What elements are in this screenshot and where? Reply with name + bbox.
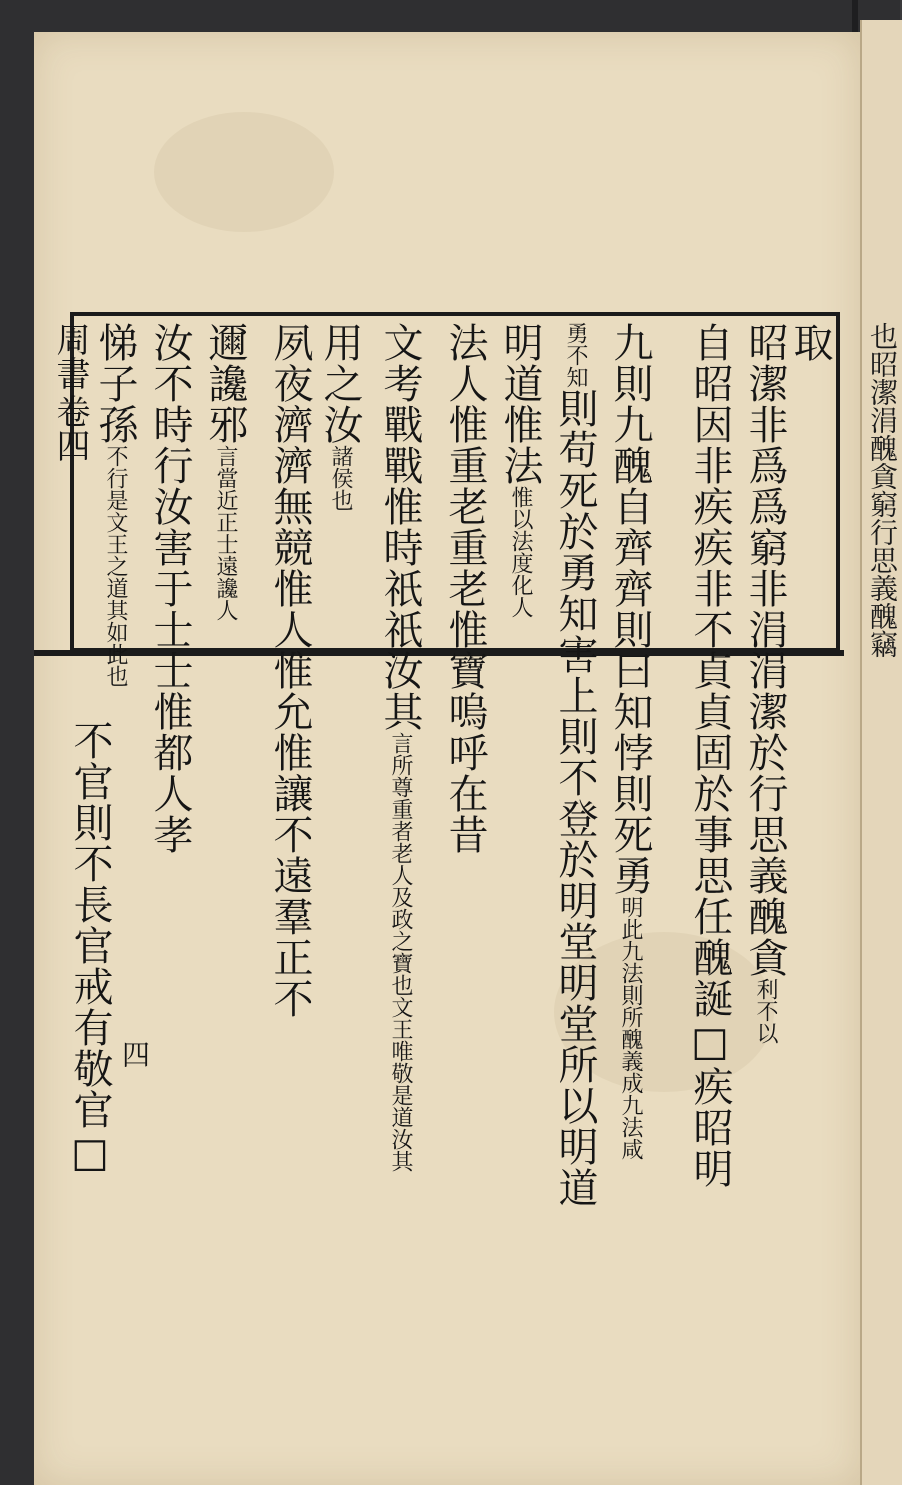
column-main-text: 夙夜濟濟無競惟人惟允惟讓不遠羣正不	[267, 322, 313, 1019]
text-column-10	[267, 322, 313, 1019]
column-main-text: 則苟死於勇知害上則不登於明堂明堂所以明道	[552, 388, 598, 1208]
margin-page-number: 四	[118, 1040, 151, 1068]
column-main-text: 汝不時行汝害于士士惟都人孝	[147, 322, 193, 855]
column-note-text: 利不以	[753, 978, 778, 1044]
text-column-7	[442, 322, 488, 855]
column-note-text: 不行是文王之道其如此也	[103, 445, 128, 687]
column-main-text: 昭潔非爲爲窮非涓涓潔於行思義醜貪	[742, 322, 788, 978]
column-note-text: 勇不知	[563, 322, 588, 388]
column-note-text: 明此九法則所醜義成九法咸	[618, 896, 643, 1160]
column-main-text: 自昭因非疾疾非不貞貞固於事思任醜誕□疾昭明	[687, 322, 733, 1189]
text-column-4	[607, 322, 653, 1160]
facing-page-text: 也昭潔涓醜貪窮行思義醜竊	[866, 322, 899, 658]
text-column-5	[552, 322, 598, 1208]
column-main-text: 邇讒邪	[202, 322, 248, 445]
text-column-11	[202, 322, 248, 621]
margin-chapter: 卷四	[50, 394, 90, 462]
column-main-text: 取	[787, 322, 833, 363]
text-column-3	[687, 322, 733, 1189]
margin-header	[46, 322, 95, 466]
column-main-text: 文考戰戰惟時祇祇汝其	[377, 322, 423, 732]
column-main-text: 法人惟重老重老惟寶嗚呼在昔	[442, 322, 488, 855]
column-note-text: 諸侯也	[328, 445, 353, 511]
text-column-1	[787, 322, 833, 363]
margin-title: 周書	[50, 322, 90, 390]
column-main-text: 九則九醜自齊齊則曰知悖則死勇	[607, 322, 653, 896]
text-column-12	[147, 322, 193, 855]
column-main-text: 不官則不長官戒有敬官□	[67, 720, 113, 1177]
column-main-text: 悌子孫	[92, 322, 138, 445]
text-column-2	[742, 322, 788, 1044]
paper-stain	[154, 112, 334, 232]
facing-page	[860, 20, 902, 1485]
text-column-9	[317, 322, 363, 511]
column-main-text: 明道惟法	[497, 322, 543, 486]
column-note-text: 言當近正士遠讒人	[213, 445, 238, 621]
column-note-text: 惟以法度化人	[508, 486, 533, 618]
text-column-13	[92, 322, 138, 687]
text-column-6	[497, 322, 543, 618]
text-column-8	[377, 322, 423, 1172]
column-note-text: 言所尊重者老人及政之寶也文王唯敬是道汝其	[388, 732, 413, 1172]
text-column-14	[67, 720, 113, 1177]
column-main-text: 用之汝	[317, 322, 363, 445]
